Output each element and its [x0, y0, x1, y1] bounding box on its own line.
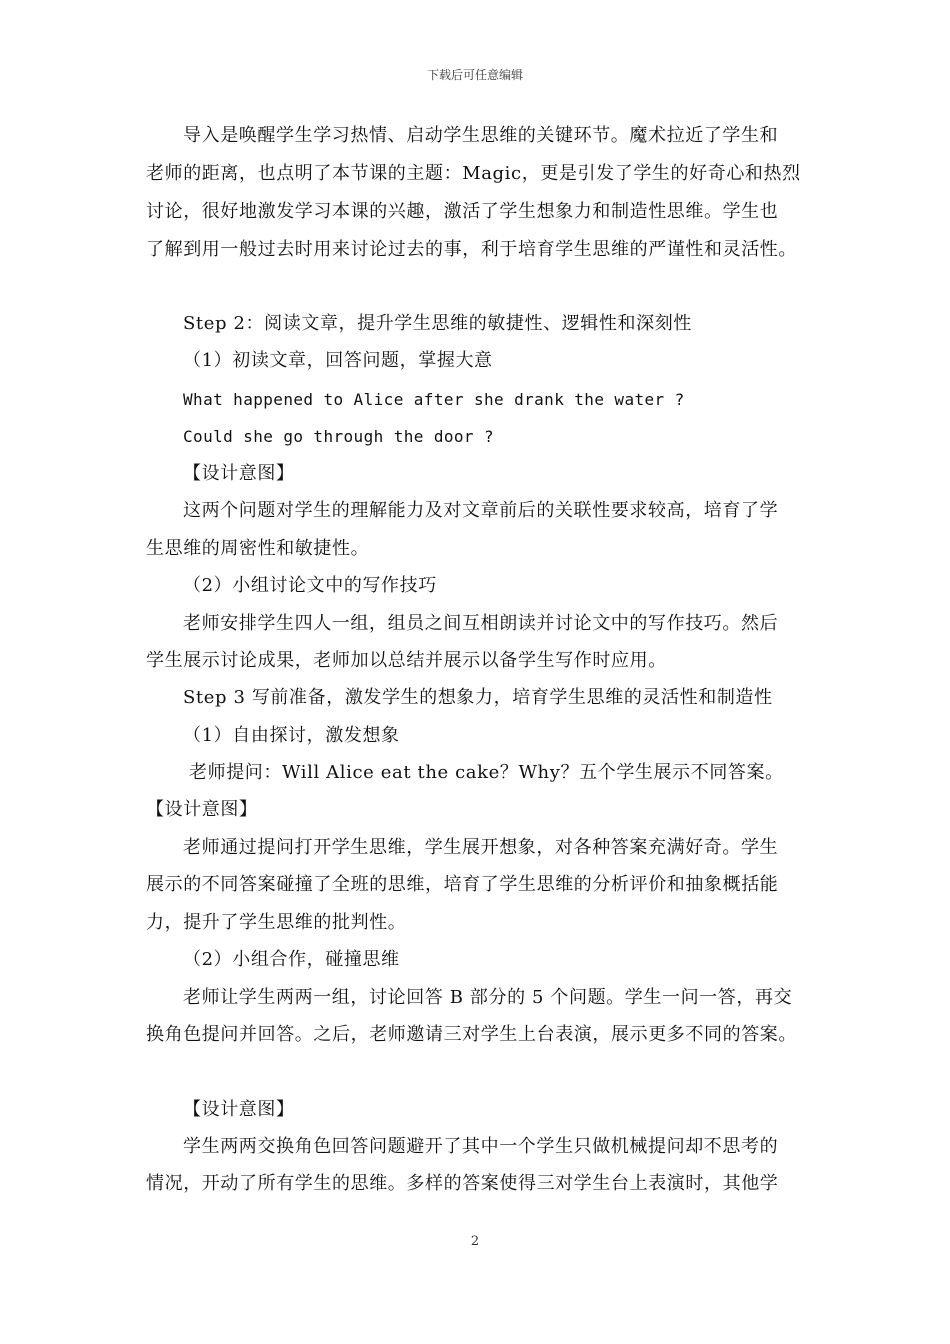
paragraph-line: 生思维的周密性和敏捷性。	[146, 538, 370, 559]
page-header: 下载后可任意编辑	[426, 68, 523, 82]
paragraph-line: 导入是唤醒学生学习热情、启动学生思维的关键环节。魔术拉近了学生和	[183, 125, 779, 146]
design-intent-label: 【设计意图】	[183, 1099, 295, 1120]
page-number: 2	[470, 1234, 480, 1249]
paragraph-line: 学生展示讨论成果，老师加以总结并展示以备学生写作时应用。	[146, 650, 667, 671]
step-3-subsection-2: （2）小组合作，碰撞思维	[183, 949, 400, 970]
paragraph-line: 学生两两交换角色回答问题避开了其中一个学生只做机械提问却不思考的	[183, 1136, 779, 1157]
question-1: What happened to Alice after she drank the water ?	[183, 390, 685, 409]
paragraph-line: 讨论，很好地激发学习本课的兴趣，激活了学生想象力和制造性思维。学生也	[146, 201, 779, 222]
step-3-subsection-1: （1）自由探讨，激发想象	[183, 725, 400, 746]
paragraph-line: 力，提升了学生思维的批判性。	[146, 912, 407, 933]
step-2-title: Step 2：阅读文章，提升学生思维的敏捷性、逻辑性和深刻性	[183, 313, 692, 334]
paragraph-line: 展示的不同答案碰撞了全班的思维，培育了学生思维的分析评价和抽象概括能	[146, 874, 779, 895]
design-intent-label: 【设计意图】	[146, 799, 258, 820]
paragraph-line: 这两个问题对学生的理解能力及对文章前后的关联性要求较高，培育了学	[183, 500, 779, 521]
paragraph-line: 了解到用一般过去时用来讨论过去的事，利于培育学生思维的严谨性和灵活性。	[146, 239, 797, 260]
paragraph-line: 老师的距离，也点明了本节课的主题：Magic，更是引发了学生的好奇心和热烈	[146, 163, 801, 184]
step-3-title: Step 3 写前准备，激发学生的想象力，培育学生思维的灵活性和制造性	[183, 687, 773, 708]
step-2-subsection-1: （1）初读文章，回答问题，掌握大意	[183, 350, 493, 371]
paragraph-line: 老师安排学生四人一组，组员之间互相朗读并讨论文中的写作技巧。然后	[183, 613, 779, 634]
design-intent-label: 【设计意图】	[183, 463, 295, 484]
teacher-question: 老师提问：Will Alice eat the cake？Why？五个学生展示不同答案。	[189, 762, 784, 783]
paragraph-line: 情况，开动了所有学生的思维。多样的答案使得三对学生台上表演时，其他学	[146, 1173, 779, 1194]
step-2-subsection-2: （2）小组讨论文中的写作技巧	[183, 575, 437, 596]
paragraph-line: 换角色提问并回答。之后，老师邀请三对学生上台表演，展示更多不同的答案。	[146, 1024, 797, 1045]
paragraph-line: 老师通过提问打开学生思维，学生展开想象，对各种答案充满好奇。学生	[183, 837, 779, 858]
question-2: Could she go through the door ?	[183, 427, 495, 446]
paragraph-line: 老师让学生两两一组，讨论回答 B 部分的 5 个问题。学生一问一答，再交	[183, 987, 793, 1008]
